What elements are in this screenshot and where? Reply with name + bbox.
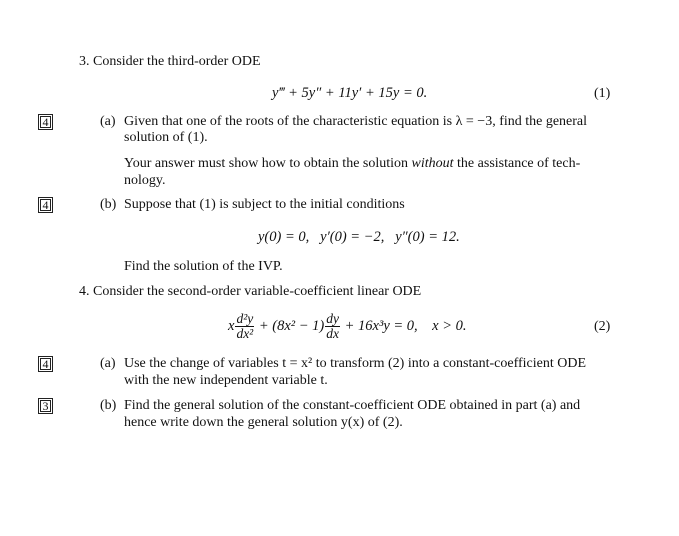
q4a-text-line2: with the new independent variable t. (124, 373, 328, 388)
q3-heading: 3. Consider the third-order ODE (79, 54, 261, 69)
q3a-note-line2: nology. (124, 173, 166, 188)
q3b-text-line2: Find the solution of the IVP. (124, 259, 283, 274)
part-label: (b) (100, 197, 117, 212)
eq-term: x (228, 318, 235, 334)
q3b-text-line1: Suppose that (1) is subject to the initial conditions (124, 197, 405, 212)
eq-term: + 16x³y = 0, x > 0. (344, 318, 467, 334)
q4b-text-line2: hence write down the general solution y(x) of (2). (124, 415, 403, 430)
denominator: dx² (236, 326, 254, 342)
q4-eq-number: (2) (594, 319, 611, 334)
fraction (325, 312, 340, 341)
marks-box: 4 (38, 114, 53, 130)
q4-equation (228, 311, 467, 341)
q4-heading: 4. Consider the second-order variable-coefficient linear ODE (79, 284, 422, 299)
marks-box: 3 (38, 398, 53, 414)
q3a-text-line1: Given that one of the roots of the characteristic equation is λ = −3, find the general (124, 114, 588, 129)
note-text: the assistance of tech- (453, 156, 581, 171)
part-label: (b) (100, 398, 117, 413)
numerator: dy (326, 311, 339, 327)
numerator: d²y (236, 311, 254, 327)
fraction (235, 312, 254, 341)
eq-term: + (8x² − 1) (258, 318, 325, 334)
q3-equation: y‴ + 5y″ + 11y′ + 15y = 0. (272, 85, 428, 101)
note-text: Your answer must show how to obtain the solution (124, 156, 412, 171)
part-label: (a) (100, 356, 116, 371)
marks-box: 4 (38, 197, 53, 213)
q3b-initial-conditions: y(0) = 0, y′(0) = −2, y″(0) = 12. (258, 229, 460, 245)
part-label: (a) (100, 114, 116, 129)
denominator: dx (326, 326, 339, 342)
q3a-note-line1 (124, 156, 580, 172)
q3-eq-number: (1) (594, 86, 611, 101)
q4b-text-line1: Find the general solution of the constant-coefficient ODE obtained in part (a) and (124, 398, 581, 413)
note-emphasis: without (411, 156, 454, 171)
marks-box: 4 (38, 356, 53, 372)
q4a-text-line1: Use the change of variables t = x² to transform (2) into a constant-coefficient ODE (124, 356, 587, 371)
q3a-text-line2: solution of (1). (124, 130, 208, 145)
